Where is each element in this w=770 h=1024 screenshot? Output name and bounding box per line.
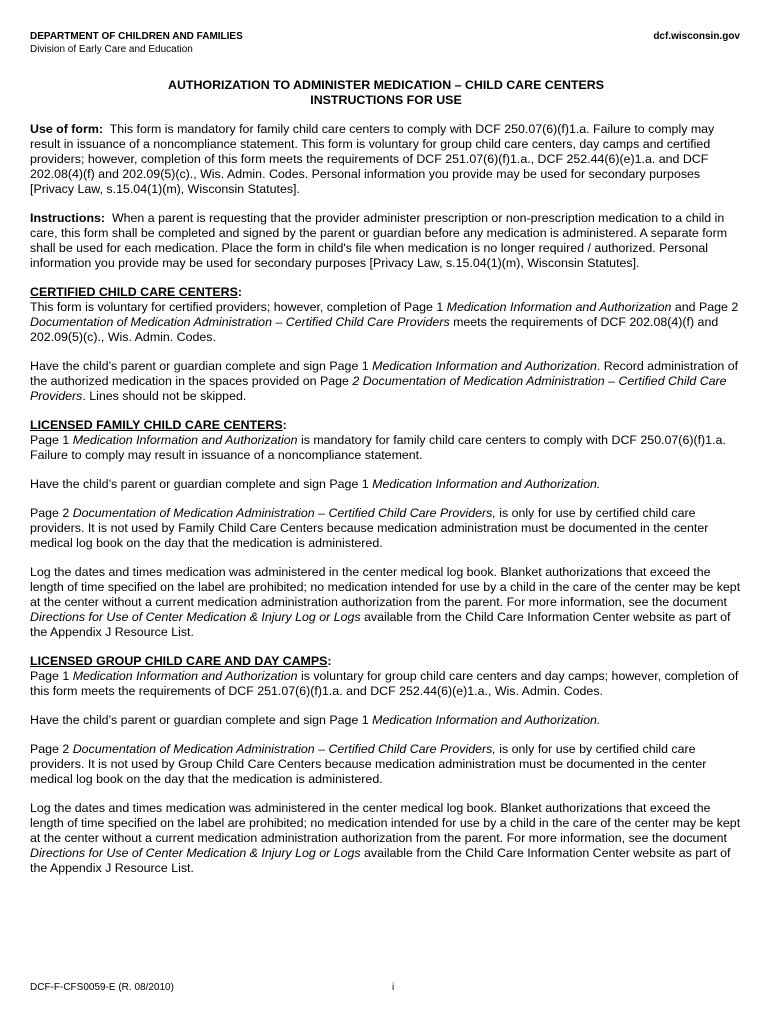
title-line-2: INSTRUCTIONS FOR USE <box>310 93 462 107</box>
use-of-form-paragraph: Use of form: This form is mandatory for family child care centers to comply with DCF 250.07(6)(f)1.a. Failure to comply may result in issuance of a noncompliance statement. This form is voluntary for group child care centers, day camps and certified providers; however, completion of this form meets the requirements of DCF 251.07(6)(f)1.a., DCF 252.44(6)(e)1.a. and DCF 202.08(4)(f) and 202.09(5)(c)., Wis. Admin. Codes. Personal information you provide may be used for secondary purposes [Privacy Law, s.15.04(1)(m), Wisconsin Statutes]. <box>30 122 715 196</box>
use-of-form-label: Use of form: <box>30 122 103 136</box>
certified-paragraph-1: This form is voluntary for certified providers; however, completion of Page 1 Medication Information and Authorization and Page 2 Documentation of Medication Administration – Certified Child Care Providers meets the requirements of DCF 202.08(4)(f) and 202.09(5)(c)., Wis. Admin. Codes. <box>30 300 739 344</box>
family-paragraph-1: Page 1 Medication Information and Authorization is mandatory for family child care centers to comply with DCF 250.07(6)(f)1.a. Failure to comply may result in issuance of a noncompliance statement. <box>30 433 726 462</box>
group-paragraph-2: Have the child’s parent or guardian complete and sign Page 1 Medication Information and Authorization. <box>30 713 601 727</box>
certified-paragraph-2: Have the child’s parent or guardian complete and sign Page 1 Medication Information and Authorization. Record administration of the authorized medication in the spaces provided on Page 2 Documentation of Medication Administration – Certified Child Care Providers. Lines should not be skipped. <box>30 359 739 403</box>
group-paragraph-3: Page 2 Documentation of Medication Administration – Certified Child Care Providers, is only for use by certified child care providers. It is not used by Group Child Care Centers because medication administration must be documented in the center medical log book on the day that the medication is administered. <box>30 742 707 786</box>
page-footer <box>30 982 742 993</box>
document-title <box>30 78 742 108</box>
family-paragraph-3: Page 2 Documentation of Medication Administration – Certified Child Care Providers, is only for use by certified child care providers. It is not used by Family Child Care Centers because medication administration must be documented in the center medical log book on the day that the medication is administered. <box>30 506 709 550</box>
division-name: Division of Early Care and Education <box>30 44 193 55</box>
page-number: i <box>392 982 395 993</box>
certified-heading: CERTIFIED CHILD CARE CENTERS: <box>30 285 243 299</box>
family-paragraph-4: Log the dates and times medication was administered in the center medical log book. Blanket authorizations that exceed the length of time specified on the label are prohibited; no medication intended for use by a child in the care of the center may be kept at the center without a current medication administration authorization from the parent. For more information, see the document Directions for Use of Center Medication & Injury Log or Logs available from the Child Care Information Center website as part of the Appendix J Resource List. <box>30 565 741 639</box>
document-body <box>30 122 742 890</box>
family-paragraph-2: Have the child’s parent or guardian complete and sign Page 1 Medication Information and Authorization. <box>30 477 601 491</box>
form-number: DCF-F-CFS0059-E (R. 08/2010) <box>30 982 174 993</box>
group-paragraph-1: Page 1 Medication Information and Authorization is voluntary for group child care centers and day camps; however, completion of this form meets the requirements of DCF 251.07(6)(f)1.a. and DCF 252.44(6)(e)1.a., Wis. Admin. Codes. <box>30 669 739 698</box>
group-paragraph-4: Log the dates and times medication was administered in the center medical log book. Blanket authorizations that exceed the length of time specified on the label are prohibited; no medication intended for use by a child in the care of the center may be kept at the center without a current medication administration authorization from the parent. For more information, see the document Directions for Use of Center Medication & Injury Log or Logs available from the Child Care Information Center website as part of the Appendix J Resource List. <box>30 801 741 875</box>
title-line-1: AUTHORIZATION TO ADMINISTER MEDICATION – CHILD CARE CENTERS <box>168 78 604 92</box>
instructions-label: Instructions: <box>30 211 106 225</box>
instructions-paragraph: Instructions: When a parent is requesting that the provider administer prescription or non-prescription medication to a child in care, this form shall be completed and signed by the parent or guardian before any medication is administered. A separate form shall be used for each medication. Place the form in child's file when medication is no longer required / authorized. Personal information you provide may be used for secondary purposes [Privacy Law, s.15.04(1)(m), Wisconsin Statutes]. <box>30 211 728 270</box>
page-header <box>30 30 742 56</box>
website-link[interactable]: dcf.wisconsin.gov <box>653 31 740 42</box>
group-heading: LICENSED GROUP CHILD CARE AND DAY CAMPS: <box>30 654 332 668</box>
family-heading: LICENSED FAMILY CHILD CARE CENTERS: <box>30 418 287 432</box>
document-page <box>30 26 742 1016</box>
department-name: DEPARTMENT OF CHILDREN AND FAMILIES <box>30 31 243 42</box>
